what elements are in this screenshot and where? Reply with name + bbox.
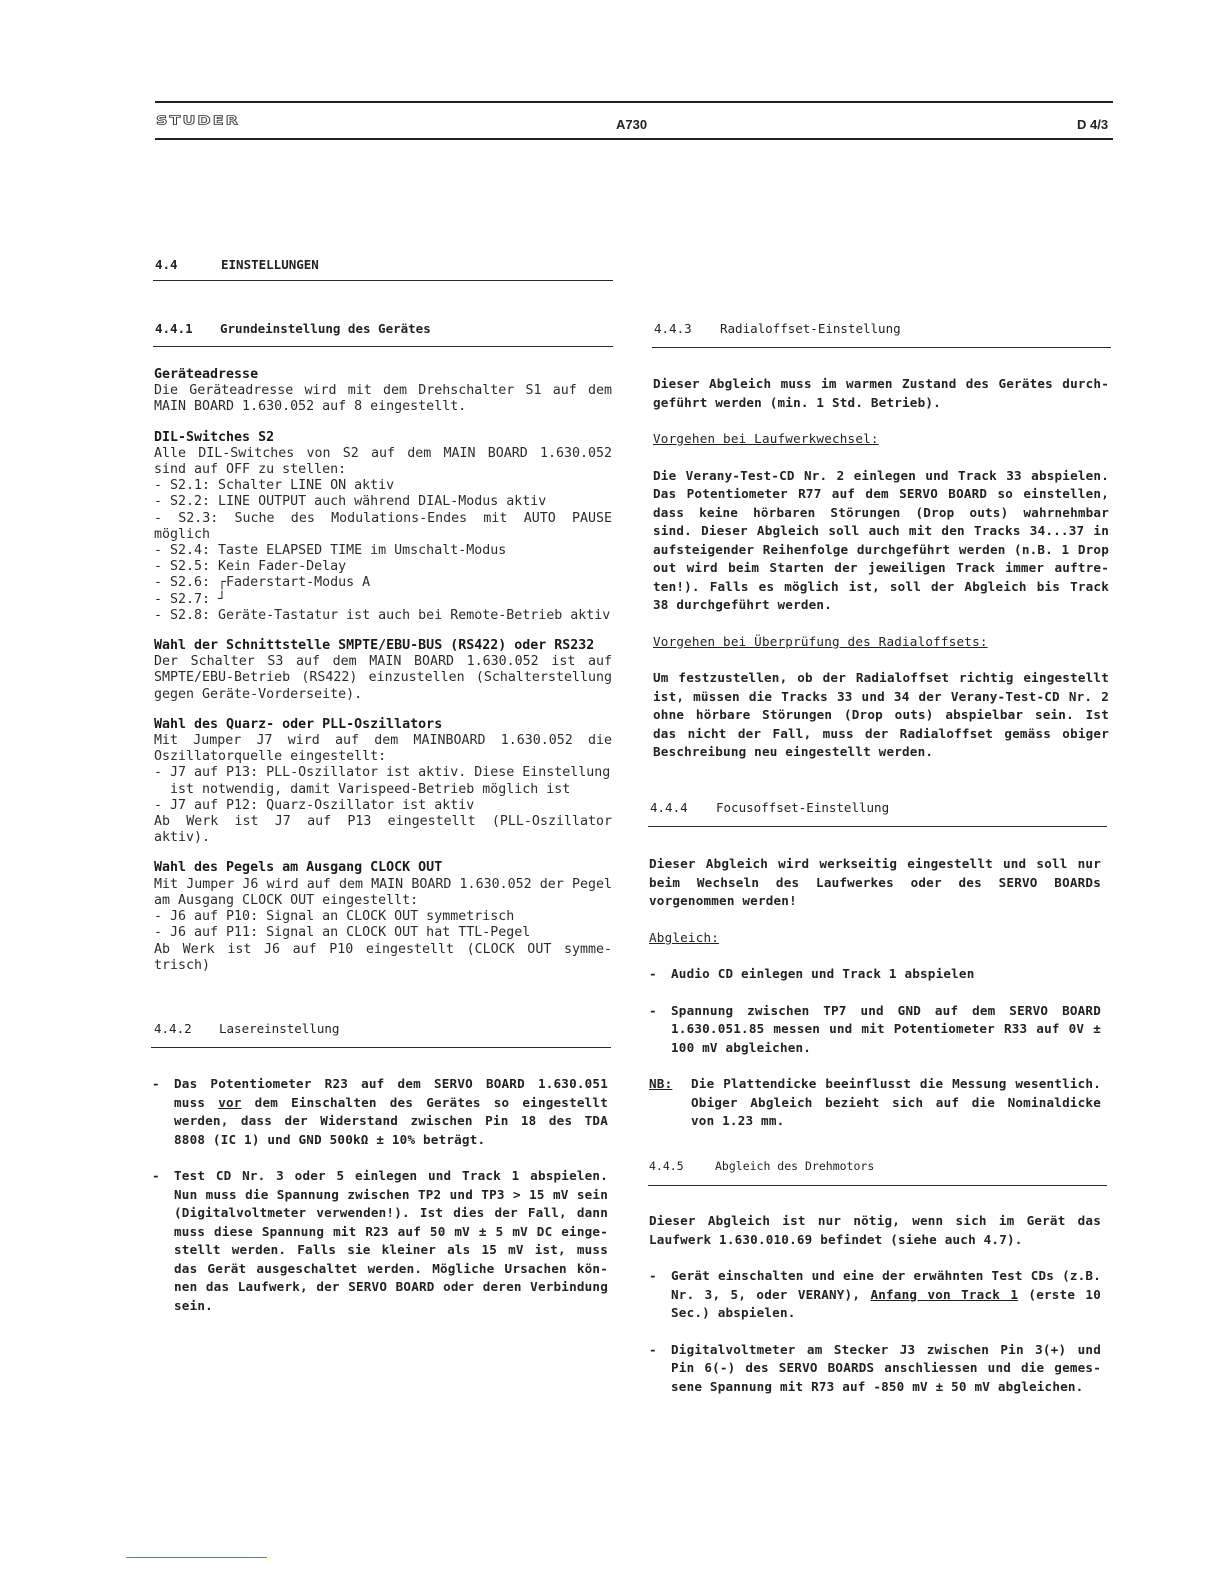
oszillator-line: aktiv). bbox=[154, 830, 211, 846]
dil-line: Alle DIL-Switches von S2 auf dem MAIN BOARD 1.630.052 bbox=[154, 445, 612, 461]
section-number: 4.4 bbox=[155, 257, 178, 272]
list-dash: - bbox=[649, 1268, 657, 1283]
s443-subheading: Vorgehen bei Laufwerkwechsel: bbox=[653, 431, 879, 446]
underlined-phrase: Anfang von Track 1 bbox=[870, 1286, 1019, 1302]
s444-body bbox=[649, 855, 1101, 1131]
s443-number: 4.4.3 bbox=[654, 321, 692, 336]
dil-line: - S2.8: Geräte-Tastatur ist auch bei Remote-Betrieb aktiv bbox=[154, 607, 611, 623]
dil-line: - S2.6: ┌Faderstart-Modus A bbox=[154, 575, 371, 591]
list-item bbox=[649, 1267, 1101, 1323]
header-model: A730 bbox=[616, 117, 648, 132]
oszillator-line: ist notwendig, damit Varispeed-Betrieb möglich ist bbox=[154, 781, 571, 797]
schnittstelle-line: SMPTE/EBU-Betrieb (RS422) einzustellen (Schalterstellung bbox=[154, 670, 612, 686]
s444-rule bbox=[648, 826, 1107, 827]
list-dash: - bbox=[649, 1341, 657, 1357]
header-page-number: D 4/3 bbox=[1077, 117, 1109, 132]
dil-line: - S2.7: ┘ bbox=[154, 591, 227, 607]
clock-out-line: Mit Jumper J6 wird auf dem MAIN BOARD 1.630.052 der Pegel bbox=[154, 876, 612, 892]
s443-paragraph: Um festzustellen, ob der Radialoffset richtig eingestellt ist, müssen die Tracks 33 und 34 der Verany-Test-CD Nr. 2 ohne hörbare Störungen (Drop outs) abspielbar sein. Ist das nicht der Fall, muss der Radialoffset gemäss obiger Beschreibung neu eingestellt werden. bbox=[653, 670, 1109, 759]
oszillator-line: Ab Werk ist J7 auf P13 eingestellt (PLL-Oszillator bbox=[154, 814, 612, 830]
list-dash: - bbox=[152, 1168, 160, 1183]
list-item bbox=[649, 965, 1101, 984]
note-text: Die Plattendicke beeinflusst die Messung wesentlich. Obiger Abgleich bezieht sich auf die Nominaldicke von 1.23 mm. bbox=[691, 1076, 1101, 1128]
dil-line: - S2.3: Suche des Modulations-Endes mit AUTO PAUSE bbox=[154, 510, 612, 526]
s441-body bbox=[154, 367, 612, 974]
studer-logo: STUDER bbox=[156, 113, 240, 128]
list-text: Gerät einschalten und eine der erwähnten Test CDs (z.B. Nr. 3, 5, oder VERANY), Anfang von Track 1 (erste 10 Sec.) abspielen. bbox=[671, 1268, 1101, 1320]
clock-out-line: am Ausgang CLOCK OUT eingestellt: bbox=[154, 892, 419, 908]
s445-title: Abgleich des Drehmotors bbox=[715, 1159, 875, 1173]
list-item bbox=[649, 1341, 1101, 1397]
dil-line: - S2.5: Kein Fader-Delay bbox=[154, 559, 347, 575]
s441-title: Grundeinstellung des Gerätes bbox=[220, 321, 431, 336]
schnittstelle-line: gegen Geräte-Vorderseite). bbox=[154, 686, 363, 702]
geraeteadresse-line: MAIN BOARD 1.630.052 auf 8 eingestellt. bbox=[154, 399, 467, 415]
oszillator-line: Mit Jumper J7 wird auf dem MAINBOARD 1.630.052 die bbox=[154, 733, 612, 749]
header-bottom-rule bbox=[155, 138, 1113, 140]
dil-line: - S2.4: Taste ELAPSED TIME im Umschalt-Modus bbox=[154, 543, 507, 559]
s443-title: Radialoffset-Einstellung bbox=[720, 321, 901, 336]
list-text: Digitalvoltmeter am Stecker J3 zwischen Pin 3(+) und Pin 6(-) des SERVO BOARDS anschliessen und die gemes-sene Spannung mit R73 auf -850 mV ± 50 mV abgleichen. bbox=[671, 1341, 1101, 1394]
list-item bbox=[649, 1002, 1101, 1058]
clock-out-line: trisch) bbox=[154, 957, 211, 973]
dil-switches-title: DIL-Switches S2 bbox=[154, 429, 275, 445]
clock-out-line: - J6 auf P11: Signal an CLOCK OUT hat TTL-Pegel bbox=[154, 925, 531, 941]
s443-body bbox=[653, 375, 1109, 762]
note-key: NB: bbox=[649, 1076, 673, 1091]
schnittstelle-line: Der Schalter S3 auf dem MAIN BOARD 1.630.052 ist auf bbox=[154, 654, 612, 670]
schnittstelle-title: Wahl der Schnittstelle SMPTE/EBU-BUS (RS422) oder RS232 bbox=[154, 638, 595, 654]
oszillator-line: - J7 auf P13: PLL-Oszillator ist aktiv. Diese Einstellung bbox=[154, 765, 611, 781]
s442-title: Lasereinstellung bbox=[219, 1021, 340, 1036]
section-rule bbox=[153, 280, 613, 281]
list-dash: - bbox=[649, 1002, 657, 1018]
list-text: Spannung zwischen TP7 und GND auf dem SERVO BOARD 1.630.051.85 messen und mit Potentiometer R33 auf 0V ± 100 mV abgleichen. bbox=[671, 1002, 1101, 1055]
footer-line bbox=[126, 1557, 267, 1558]
s441-number: 4.4.1 bbox=[155, 321, 193, 336]
s443-rule bbox=[652, 347, 1111, 348]
oszillator-line: Oszillatorquelle eingestellt: bbox=[154, 749, 387, 765]
s444-paragraph: Dieser Abgleich wird werkseitig eingestellt und soll nur beim Wechseln des Laufwerkes oder des SERVO BOARDs vorgenommen werden! bbox=[649, 856, 1101, 908]
geraeteadresse-title: Geräteadresse bbox=[154, 367, 259, 382]
dil-line: möglich bbox=[154, 526, 211, 542]
s445-paragraph: Dieser Abgleich ist nur nötig, wenn sich im Gerät das Laufwerk 1.630.010.69 befindet (siehe auch 4.7). bbox=[649, 1213, 1101, 1247]
s444-number: 4.4.4 bbox=[650, 800, 688, 815]
dil-line: - S2.1: Schalter LINE ON aktiv bbox=[154, 478, 395, 494]
s442-number: 4.4.2 bbox=[154, 1021, 192, 1036]
s443-subheading: Vorgehen bei Überprüfung des Radialoffsets: bbox=[653, 633, 988, 649]
underlined-word: vor bbox=[218, 1094, 242, 1110]
section-title: EINSTELLUNGEN bbox=[221, 257, 319, 272]
s444-subheading: Abgleich: bbox=[649, 929, 720, 945]
s444-title: Focusoffset-Einstellung bbox=[716, 800, 890, 815]
list-dash: - bbox=[649, 966, 657, 981]
oszillator-line: - J7 auf P12: Quarz-Oszillator ist aktiv bbox=[154, 797, 475, 813]
list-text: Test CD Nr. 3 oder 5 einlegen und Track 1 abspielen. Nun muss die Spannung zwischen TP2 und TP3 > 15 mV sein (Digitalvoltmeter verwenden!). Ist dies der Fall, dann muss diese Spannung mit R23 auf 50 mV ± 5 mV DC einge-stellt werden. Falls sie kleiner als 15 mV ist, muss das Gerät ausgeschaltet werden. Mögliche Ursachen kön-nen das Laufwerk, der SERVO BOARD oder deren Verbindung sein. bbox=[174, 1168, 608, 1313]
s445-rule bbox=[648, 1185, 1107, 1186]
clock-out-line: Ab Werk ist J6 auf P10 eingestellt (CLOCK OUT symme- bbox=[154, 941, 612, 957]
oszillator-title: Wahl des Quarz- oder PLL-Oszillators bbox=[154, 716, 443, 732]
s442-body bbox=[152, 1075, 608, 1315]
list-text: Das Potentiometer R23 auf dem SERVO BOARD 1.630.051 muss vor dem Einschalten des Gerätes so eingestellt werden, dass der Widerstand zwischen Pin 18 des TDA 8808 (IC 1) und GND 500kΩ ± 10% beträgt. bbox=[174, 1076, 608, 1147]
clock-out-line: - J6 auf P10: Signal an CLOCK OUT symmetrisch bbox=[154, 909, 515, 925]
s442-rule bbox=[151, 1047, 611, 1048]
clock-out-title: Wahl des Pegels am Ausgang CLOCK OUT bbox=[154, 860, 443, 876]
dil-line: - S2.2: LINE OUTPUT auch während DIAL-Modus aktiv bbox=[154, 494, 547, 510]
geraeteadresse-line: Die Geräteadresse wird mit dem Drehschalter S1 auf dem bbox=[154, 383, 612, 399]
s445-number: 4.4.5 bbox=[649, 1159, 684, 1173]
list-item bbox=[152, 1075, 608, 1149]
list-dash: - bbox=[152, 1076, 160, 1091]
s445-body bbox=[649, 1212, 1101, 1396]
note bbox=[649, 1075, 1101, 1131]
list-text: Audio CD einlegen und Track 1 abspielen bbox=[671, 966, 975, 981]
header-top-rule bbox=[155, 101, 1113, 103]
s441-rule bbox=[153, 346, 613, 347]
list-item bbox=[152, 1167, 608, 1315]
s443-paragraph: Die Verany-Test-CD Nr. 2 einlegen und Track 33 abspielen. Das Potentiometer R77 auf dem SERVO BOARD so einstellen, dass keine hörbaren Störungen (Drop outs) wahrnehmbar sind. Dieser Abgleich soll auch mit den Tracks 34...37 in aufsteigender Reihenfolge durchgeführt werden (n.B. 1 Drop out wird beim Starten der jeweiligen Track immer auftre-ten!). Falls es möglich ist, soll der Abgleich bis Track 38 durchgeführt werden. bbox=[653, 467, 1109, 612]
s443-paragraph: Dieser Abgleich muss im warmen Zustand des Gerätes durch-geführt werden (min. 1 Std. Betrieb). bbox=[653, 376, 1109, 410]
dil-line: sind auf OFF zu stellen: bbox=[154, 462, 347, 478]
